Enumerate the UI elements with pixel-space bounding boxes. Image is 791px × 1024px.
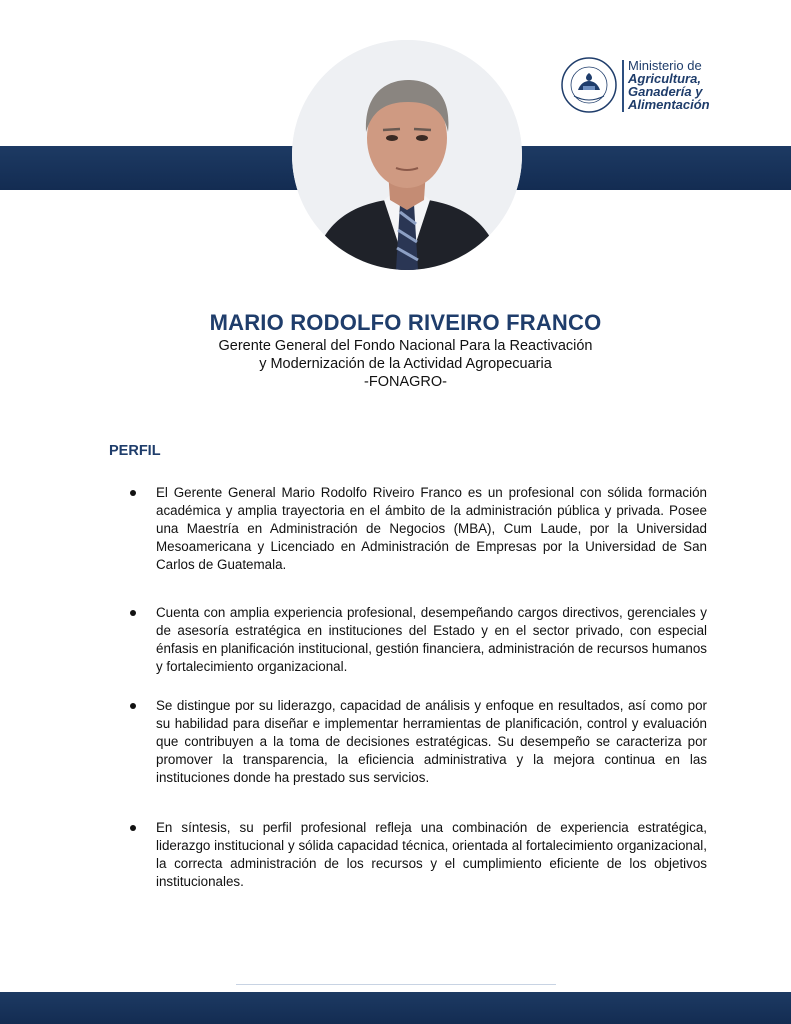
bullet-icon — [130, 490, 136, 496]
job-title-line-3: -FONAGRO- — [364, 374, 447, 390]
logo-line-2: Agricultura, — [628, 71, 701, 86]
ministry-name — [628, 59, 710, 111]
section-title-perfil: PERFIL — [109, 443, 161, 459]
logo-divider — [622, 60, 624, 112]
job-title-line-1: Gerente General del Fondo Nacional Para la Reactivación — [218, 338, 593, 354]
job-title-line-2: y Modernización de la Actividad Agropecuaria — [259, 356, 552, 372]
logo-line-4: Alimentación — [628, 97, 710, 112]
portrait-photo — [292, 40, 522, 270]
bullet-icon — [130, 825, 136, 831]
job-title — [0, 337, 791, 391]
person-portrait-icon — [292, 40, 522, 270]
footer-band — [0, 992, 791, 1024]
guatemala-seal-icon — [560, 56, 618, 114]
profile-paragraph: Cuenta con amplia experiencia profesional, desempeñando cargos directivos, gerenciales y de asesoría estratégica en instituciones del Estado y en el sector privado, con especial énfasis en planificación institucional, gestión financiera, administración de recursos humanos y fortalecimiento organizacional. — [156, 605, 707, 674]
ministry-logo — [560, 56, 720, 116]
logo-line-1: Ministerio de — [628, 58, 702, 73]
logo-line-3: Ganadería y — [628, 84, 703, 99]
profile-paragraph: En síntesis, su perfil profesional refleja una combinación de experiencia estratégica, liderazgo institucional y sólida capacidad técnica, orientada al fortalecimiento organizacional, la correcta administración de los recursos y el cumplimiento eficiente de los objetivos institucionales. — [156, 820, 707, 889]
bullet-icon — [130, 610, 136, 616]
profile-paragraph: El Gerente General Mario Rodolfo Riveiro Franco es un profesional con sólida formación académica y amplia trayectoria en el ámbito de la administración pública y privada. Posee una Maestría en Administración de Negocios (MBA), Cum Laude, por la Universidad Mesoamericana y Licenciado en Administración de Empresas por la Universidad de San Carlos de Guatemala. — [156, 485, 707, 572]
profile-paragraph: Se distingue por su liderazgo, capacidad de análisis y enfoque en resultados, así como por su habilidad para diseñar e implementar herramientas de planificación, control y evaluación que contribuyen a la toma de decisiones estratégicas. Su desempeño se caracteriza por promover la transparencia, la eficiencia administrativa y la mejora continua en las instituciones donde ha prestado sus servicios. — [156, 698, 707, 785]
person-name: MARIO RODOLFO RIVEIRO FRANCO — [209, 310, 602, 335]
bullet-icon — [130, 703, 136, 709]
